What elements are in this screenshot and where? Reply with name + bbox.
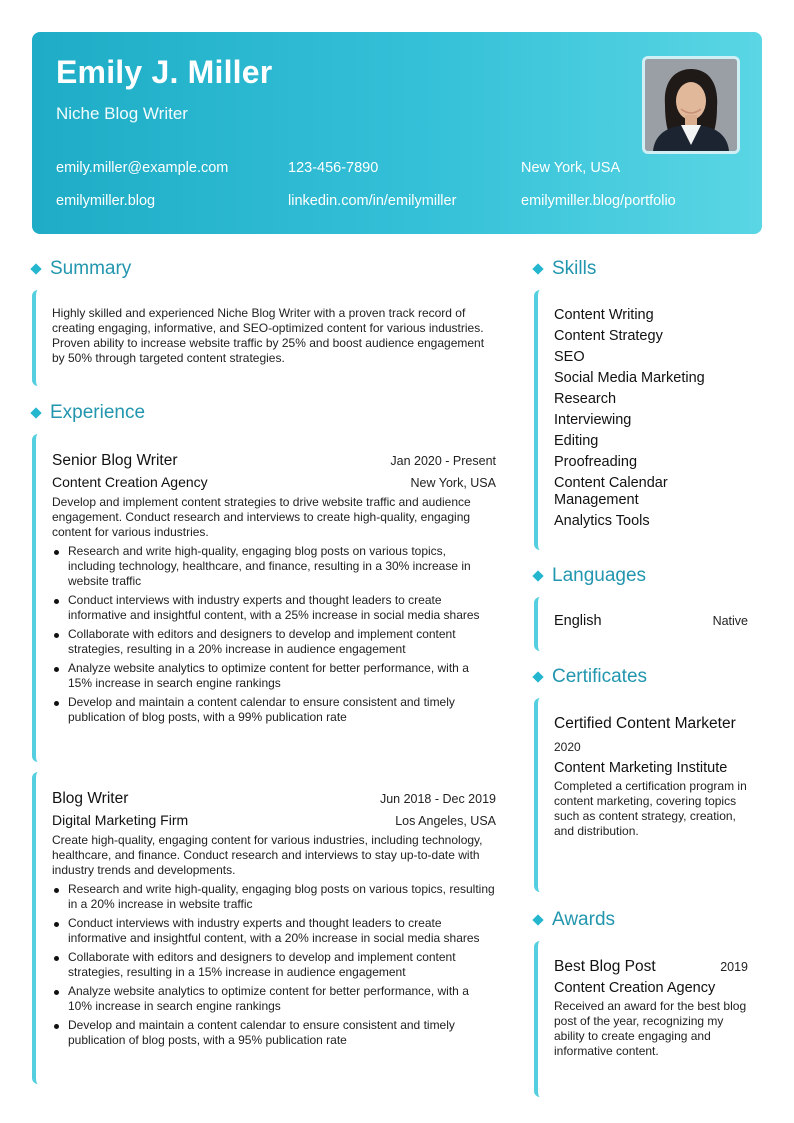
list-item: Content Calendar Management [554, 475, 668, 508]
contact-linkedin[interactable]: linkedin.com/in/emilymiller [288, 193, 457, 209]
languages-heading [532, 565, 646, 587]
certificate-card [534, 698, 748, 892]
job-header [52, 452, 496, 470]
candidate-title: Niche Blog Writer [56, 104, 188, 123]
list-item: Analyze website analytics to optimize content for better performance, with a 10% increase in search engine rankings [52, 984, 496, 1014]
award-description: Received an award for the best blog post of the year, recognizing my ability to create engaging and informative content. [554, 999, 747, 1058]
job-location: New York, USA [410, 476, 496, 490]
certificates-heading-label: Certificates [552, 666, 648, 687]
job-dates: Jan 2020 - Present [390, 454, 496, 468]
job-header [52, 790, 496, 808]
diamond-icon [532, 570, 543, 581]
award-entry [554, 957, 748, 1059]
job-card-2 [32, 772, 496, 1084]
bullet-icon [54, 633, 59, 638]
languages-heading-label: Languages [552, 565, 647, 586]
bullet-icon [54, 1024, 59, 1029]
contact-portfolio[interactable]: emilymiller.blog/portfolio [521, 193, 676, 209]
candidate-name: Emily J. Miller [56, 54, 273, 90]
contact-phone[interactable]: 123-456-7890 [288, 160, 379, 176]
list-item: Develop and maintain a content calendar to ensure consistent and timely publication of blog posts, with a 99% publication rate [52, 695, 496, 725]
award-year: 2019 [720, 960, 748, 974]
job-company: Content Creation Agency [52, 474, 208, 490]
experience-heading [30, 402, 145, 424]
certificate-issuer: Content Marketing Institute [554, 760, 728, 776]
certificate-year: 2020 [554, 740, 581, 754]
list-item: Content Strategy [554, 328, 663, 344]
summary-text: Highly skilled and experienced Niche Blog Writer with a proven track record of creating engaging, informative, and SEO-optimized content for various industries. Proven ability to increase website traffic by 25% and boost audience engagement by 50% through targeted content strategies. [52, 306, 485, 365]
bullet-icon [54, 956, 59, 961]
summary-card [32, 290, 496, 386]
job-company: Digital Marketing Firm [52, 812, 189, 828]
job-dates: Jun 2018 - Dec 2019 [379, 792, 496, 806]
job-description: Develop and implement content strategies to drive website traffic and audience engagement. Conduct research and interviews to create high-quality, engaging content for various industries. [52, 495, 471, 539]
award-card [534, 941, 748, 1097]
diamond-icon [30, 407, 41, 418]
award-issuer: Content Creation Agency [554, 980, 716, 996]
summary-heading [30, 258, 131, 280]
summary-heading-label: Summary [50, 258, 132, 279]
list-item: Editing [554, 433, 599, 449]
list-item: Proofreading [554, 454, 638, 470]
bullet-icon [54, 888, 59, 893]
list-item: Conduct interviews with industry experts and thought leaders to create informative and insightful content, with a 20% increase in social media shares [52, 916, 496, 946]
list-item: Research and write high-quality, engaging blog posts on various topics, including technology, healthcare, and finance, resulting in a 30% increase in website traffic [52, 544, 496, 589]
skills-card [534, 290, 748, 550]
skills-list [554, 307, 748, 534]
job-description: Create high-quality, engaging content for various industries, including technology, healthcare, and finance. Conduct research and interviews to stay up-to-date with industry trends and developments. [52, 833, 483, 877]
profile-photo [642, 56, 740, 154]
contact-website[interactable]: emilymiller.blog [56, 193, 156, 209]
bullet-icon [54, 550, 59, 555]
bullet-icon [54, 922, 59, 927]
certificate-title: Certified Content Marketer [554, 715, 736, 732]
award-title: Best Blog Post [554, 958, 656, 975]
list-item: Social Media Marketing [554, 370, 705, 386]
list-item: Develop and maintain a content calendar to ensure consistent and timely publication of blog posts, with a 95% publication rate [52, 1018, 496, 1048]
list-item: Conduct interviews with industry experts and thought leaders to create informative and insightful content, with a 25% increase in social media shares [52, 593, 496, 623]
language-row [554, 613, 748, 629]
list-item: Analytics Tools [554, 513, 650, 529]
bullet-icon [54, 990, 59, 995]
language-name: English [554, 613, 602, 629]
awards-heading [532, 909, 615, 931]
job-location: Los Angeles, USA [395, 814, 496, 828]
list-item: Collaborate with editors and designers to develop and implement content strategies, resulting in a 20% increase in audience engagement [52, 627, 496, 657]
certificates-heading [532, 666, 647, 688]
job-subheader [52, 812, 496, 828]
list-item: Content Writing [554, 307, 654, 323]
diamond-icon [30, 263, 41, 274]
certificate-description: Completed a certification program in content marketing, covering topics such as content strategy, creation, and distribution. [554, 779, 747, 838]
job-bullets [52, 544, 496, 729]
job-card-1 [32, 434, 496, 762]
list-item: Collaborate with editors and designers to develop and implement content strategies, resulting in a 15% increase in audience engagement [52, 950, 496, 980]
certificate-entry [554, 714, 748, 839]
job-subheader [52, 474, 496, 490]
awards-heading-label: Awards [552, 909, 616, 930]
bullet-icon [54, 667, 59, 672]
job-title: Senior Blog Writer [52, 452, 178, 469]
profile-photo-illustration [645, 59, 737, 151]
diamond-icon [532, 914, 543, 925]
award-header [554, 957, 748, 977]
language-level: Native [712, 614, 748, 628]
list-item: Interviewing [554, 412, 632, 428]
diamond-icon [532, 263, 543, 274]
diamond-icon [532, 671, 543, 682]
contact-email[interactable]: emily.miller@example.com [56, 160, 229, 176]
languages-card [534, 597, 748, 651]
job-title: Blog Writer [52, 790, 129, 807]
resume-header [32, 32, 762, 234]
skills-heading-label: Skills [552, 258, 597, 279]
job-bullets [52, 882, 496, 1052]
list-item: SEO [554, 349, 585, 365]
experience-heading-label: Experience [50, 402, 146, 423]
list-item: Research and write high-quality, engaging blog posts on various topics, resulting in a 20% increase in website traffic [52, 882, 496, 912]
bullet-icon [54, 599, 59, 604]
list-item: Research [554, 391, 617, 407]
skills-heading [532, 258, 596, 280]
list-item: Analyze website analytics to optimize content for better performance, with a 15% increase in search engine rankings [52, 661, 496, 691]
bullet-icon [54, 701, 59, 706]
contact-location: New York, USA [521, 160, 621, 176]
